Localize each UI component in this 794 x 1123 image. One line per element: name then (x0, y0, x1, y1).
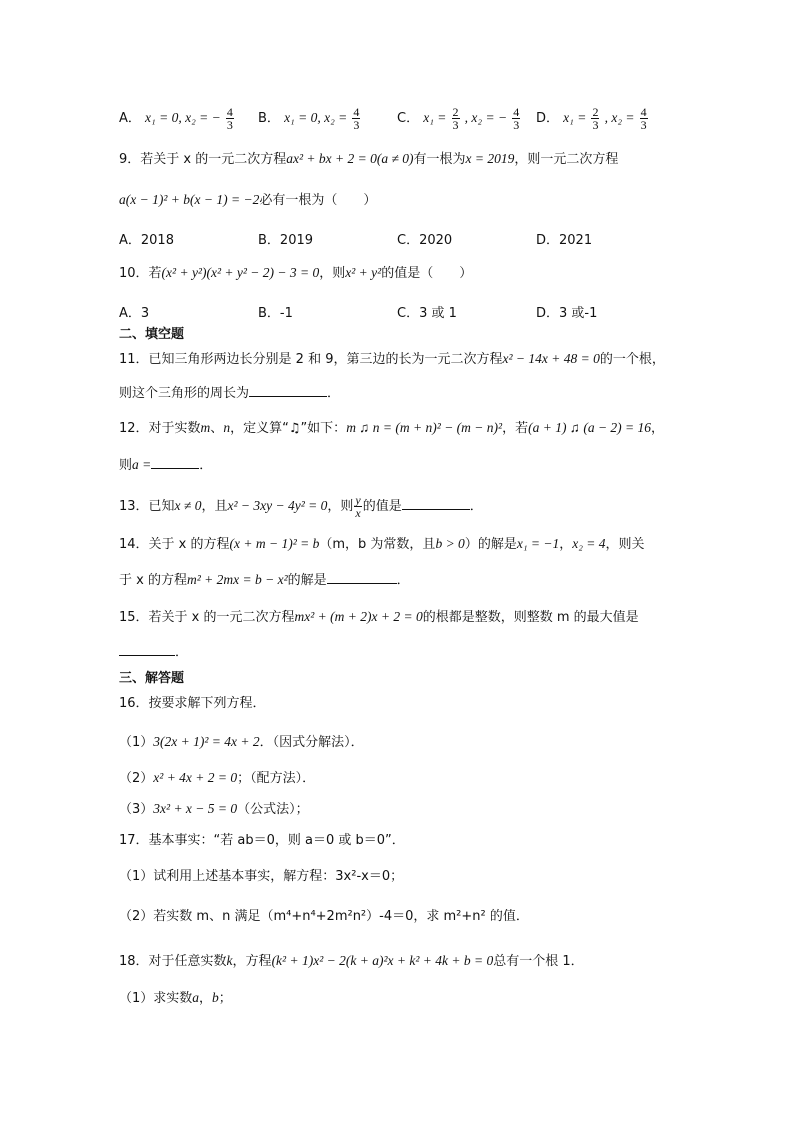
option-math: x₁ = (563, 110, 587, 125)
q14-text: ． (396, 573, 410, 588)
q14-line1 (119, 535, 645, 554)
denominator: 3 (592, 118, 599, 132)
q18-part1 (119, 989, 232, 1008)
q16-part2 (119, 769, 315, 788)
q9-root: x = 2019 (465, 151, 515, 166)
q14-text: 14．关于 x 的方程 (119, 537, 230, 552)
numerator: 4 (353, 105, 360, 119)
q18-var: b (212, 990, 219, 1005)
q12-text: 12．对于实数 (119, 421, 201, 436)
q16-equation: 3(2x + 1)² = 4x + 2 (153, 734, 260, 749)
option-math: x₁ = (423, 110, 447, 125)
q13-equation: x² − 3xy − 4y² = 0 (227, 498, 328, 513)
q13-text: ，则 (327, 499, 354, 514)
q9-option-a: A．2018 (119, 233, 174, 248)
q11-line2: 则这个三角形的周长为 ． (119, 386, 341, 401)
q14-solution: x₂ = 4 (572, 536, 606, 551)
answer-blank[interactable] (119, 655, 175, 656)
q10-text: 10．若 (119, 266, 162, 281)
option-label: A． (119, 111, 141, 126)
option-label: C． (397, 111, 420, 126)
section-heading-fill-in: 二、填空题 (119, 327, 185, 342)
q17-title: 17．基本事实：“若 ab＝0，则 a＝0 或 b＝0”． (119, 833, 405, 848)
section-heading-answer: 三、解答题 (119, 671, 185, 686)
q13-text: ． (469, 499, 483, 514)
q10-line1 (119, 264, 472, 283)
q13-text: 的值是 (362, 499, 402, 514)
q10-text: ，则 (319, 266, 346, 281)
q18-text: ； (218, 991, 232, 1006)
q12-text: ，若 (502, 421, 529, 436)
q11-text: 11．已知三角形两边长分别是 2 和 9，第三边的长为一元二次方程 (119, 352, 503, 367)
q9-line2 (119, 191, 376, 210)
option-math: x₁ = 0, x₂ = − (145, 110, 221, 125)
fraction (352, 106, 360, 131)
answer-blank[interactable] (402, 509, 470, 510)
fraction (226, 106, 234, 131)
numerator: 4 (513, 105, 520, 119)
q10-option-c: C．3 或 1 (397, 306, 457, 321)
q9-text: 必有一根为（ ） (259, 193, 377, 208)
q16-title: 16．按要求解下列方程． (119, 696, 266, 711)
denominator: 3 (640, 118, 647, 132)
q9-option-d: D．2021 (536, 233, 593, 248)
q15-line1 (119, 608, 639, 627)
q18-equation: (k² + 1)x² − 2(k + a)²x + k² + 4k + b = 0 (271, 953, 494, 968)
q18-var: k (226, 953, 233, 968)
q16-text: ；（配方法）． (237, 771, 316, 786)
answer-blank[interactable] (327, 583, 397, 584)
q14-text: 于 x 的方程 (119, 573, 187, 588)
numerator: 2 (452, 105, 459, 119)
q8-option-c (397, 106, 521, 131)
q15-text: 的根都是整数，则整数 m 的最大值是 (422, 610, 639, 625)
q18-text: 总有一个根 1． (493, 954, 584, 969)
q12-condition: (a + 1) ♫ (a − 2) = 16 (528, 420, 652, 435)
q16-text: ．（因式分解法）． (259, 735, 364, 750)
q12-line1 (119, 419, 664, 438)
q9-text: 有一根为 (413, 152, 466, 167)
q12-definition: m ♫ n = (m + n)² − (m − n)² (346, 420, 503, 435)
q15-text: 15．若关于 x 的一元二次方程 (119, 610, 295, 625)
denominator: 3 (226, 118, 233, 132)
q9-text: 9．若关于 x 的一元二次方程 (119, 152, 287, 167)
option-math: x₁ = 0, x₂ = (284, 110, 348, 125)
q15-line2 (119, 644, 188, 662)
q12-text: 、 (210, 421, 224, 436)
q10-option-d: D．3 或-1 (536, 306, 598, 321)
q18-text: ，方程 (232, 954, 272, 969)
fraction (354, 494, 361, 519)
q14-text: ，则关 (605, 537, 645, 552)
numerator: 4 (640, 105, 647, 119)
q12-var: a = (132, 457, 152, 472)
q13-text: ，且 (201, 499, 228, 514)
q12-text: 则 (119, 458, 133, 473)
q11-text: 则这个三角形的周长为 (119, 386, 250, 401)
q10-option-b: B．-1 (258, 306, 293, 321)
q12-line2 (119, 456, 212, 475)
q8-option-d (536, 106, 649, 131)
fraction (640, 106, 648, 131)
q8-option-a (119, 106, 235, 131)
q13-condition: x ≠ 0 (174, 498, 202, 513)
q18-text: 18．对于任意实数 (119, 954, 227, 969)
q12-text: ，定义算“♫”如下： (230, 421, 347, 436)
q14-solution: x₁ = −1 (516, 536, 560, 551)
q13-text: 13．已知 (119, 499, 175, 514)
q16-part3 (119, 800, 309, 819)
fraction (512, 106, 520, 131)
part-label: （3） (119, 802, 154, 817)
q9-option-c: C．2020 (397, 233, 453, 248)
option-label: B． (258, 111, 280, 126)
option-math: , x₂ = (604, 110, 635, 125)
q14-line2 (119, 571, 410, 590)
q14-text: 的解是 (287, 573, 327, 588)
q16-text: （公式法）； (237, 802, 309, 817)
q11-text: 的一个根， (599, 352, 665, 367)
numerator: y (355, 493, 361, 507)
q14-equation2: m² + 2mx = b − x² (186, 572, 288, 587)
q14-equation: (x + m − 1)² = b (229, 536, 320, 551)
q14-text: ）的解是 (464, 537, 517, 552)
q10-expression: x² + y² (345, 265, 382, 280)
q12-text: ， (651, 421, 665, 436)
q9-line1 (119, 150, 618, 169)
q17-part1: （1）试利用上述基本事实，解方程：3x²-x＝0； (119, 869, 404, 884)
q18-text: （1）求实数 (119, 991, 193, 1006)
answer-blank[interactable] (249, 396, 327, 397)
q15-text: ． (175, 645, 189, 660)
option-label: D． (536, 111, 560, 126)
q9-text: ，则一元二次方程 (514, 152, 619, 167)
q9-equation2: a(x − 1)² + b(x − 1) = −2 (119, 192, 260, 207)
q16-part1 (119, 733, 364, 752)
option-math: , x₂ = − (464, 110, 508, 125)
q11-line1 (119, 350, 665, 369)
denominator: x (355, 506, 361, 520)
q8-option-b (258, 106, 361, 131)
q10-option-a: A．3 (119, 306, 150, 321)
q9-equation: ax² + bx + 2 = 0(a ≠ 0) (286, 151, 414, 166)
q12-text: ． (199, 458, 213, 473)
q12-var: m (200, 420, 211, 435)
denominator: 3 (353, 118, 360, 132)
q18-line1 (119, 952, 584, 971)
q18-text: ， (199, 991, 213, 1006)
q12-var: n (223, 420, 231, 435)
fraction (591, 106, 599, 131)
q18-var: a (192, 990, 200, 1005)
q11-equation: x² − 14x + 48 = 0 (502, 351, 600, 366)
q17-part2: （2）若实数 m、n 满足（m⁴+n⁴+2m²n²）-4＝0，求 m²+n² 的值． (119, 909, 529, 924)
q13-line (119, 494, 483, 519)
part-label: （2） (119, 771, 154, 786)
denominator: 3 (513, 118, 520, 132)
numerator: 4 (226, 105, 233, 119)
part-label: （1） (119, 735, 154, 750)
q10-equation: (x² + y²)(x² + y² − 2) − 3 = 0 (161, 265, 320, 280)
q15-equation: mx² + (m + 2)x + 2 = 0 (294, 609, 423, 624)
q9-option-b: B．2019 (258, 233, 314, 248)
q16-equation: 3x² + x − 5 = 0 (153, 801, 238, 816)
answer-blank[interactable] (151, 468, 199, 469)
q10-text: 的值是（ ） (381, 266, 473, 281)
q14-text: ， (559, 537, 573, 552)
q16-equation: x² + 4x + 2 = 0 (153, 770, 238, 785)
numerator: 2 (592, 105, 599, 119)
q14-text: （m，b 为常数，且 (319, 537, 436, 552)
fraction (452, 106, 460, 131)
q14-condition: b > 0 (435, 536, 465, 551)
denominator: 3 (452, 118, 459, 132)
